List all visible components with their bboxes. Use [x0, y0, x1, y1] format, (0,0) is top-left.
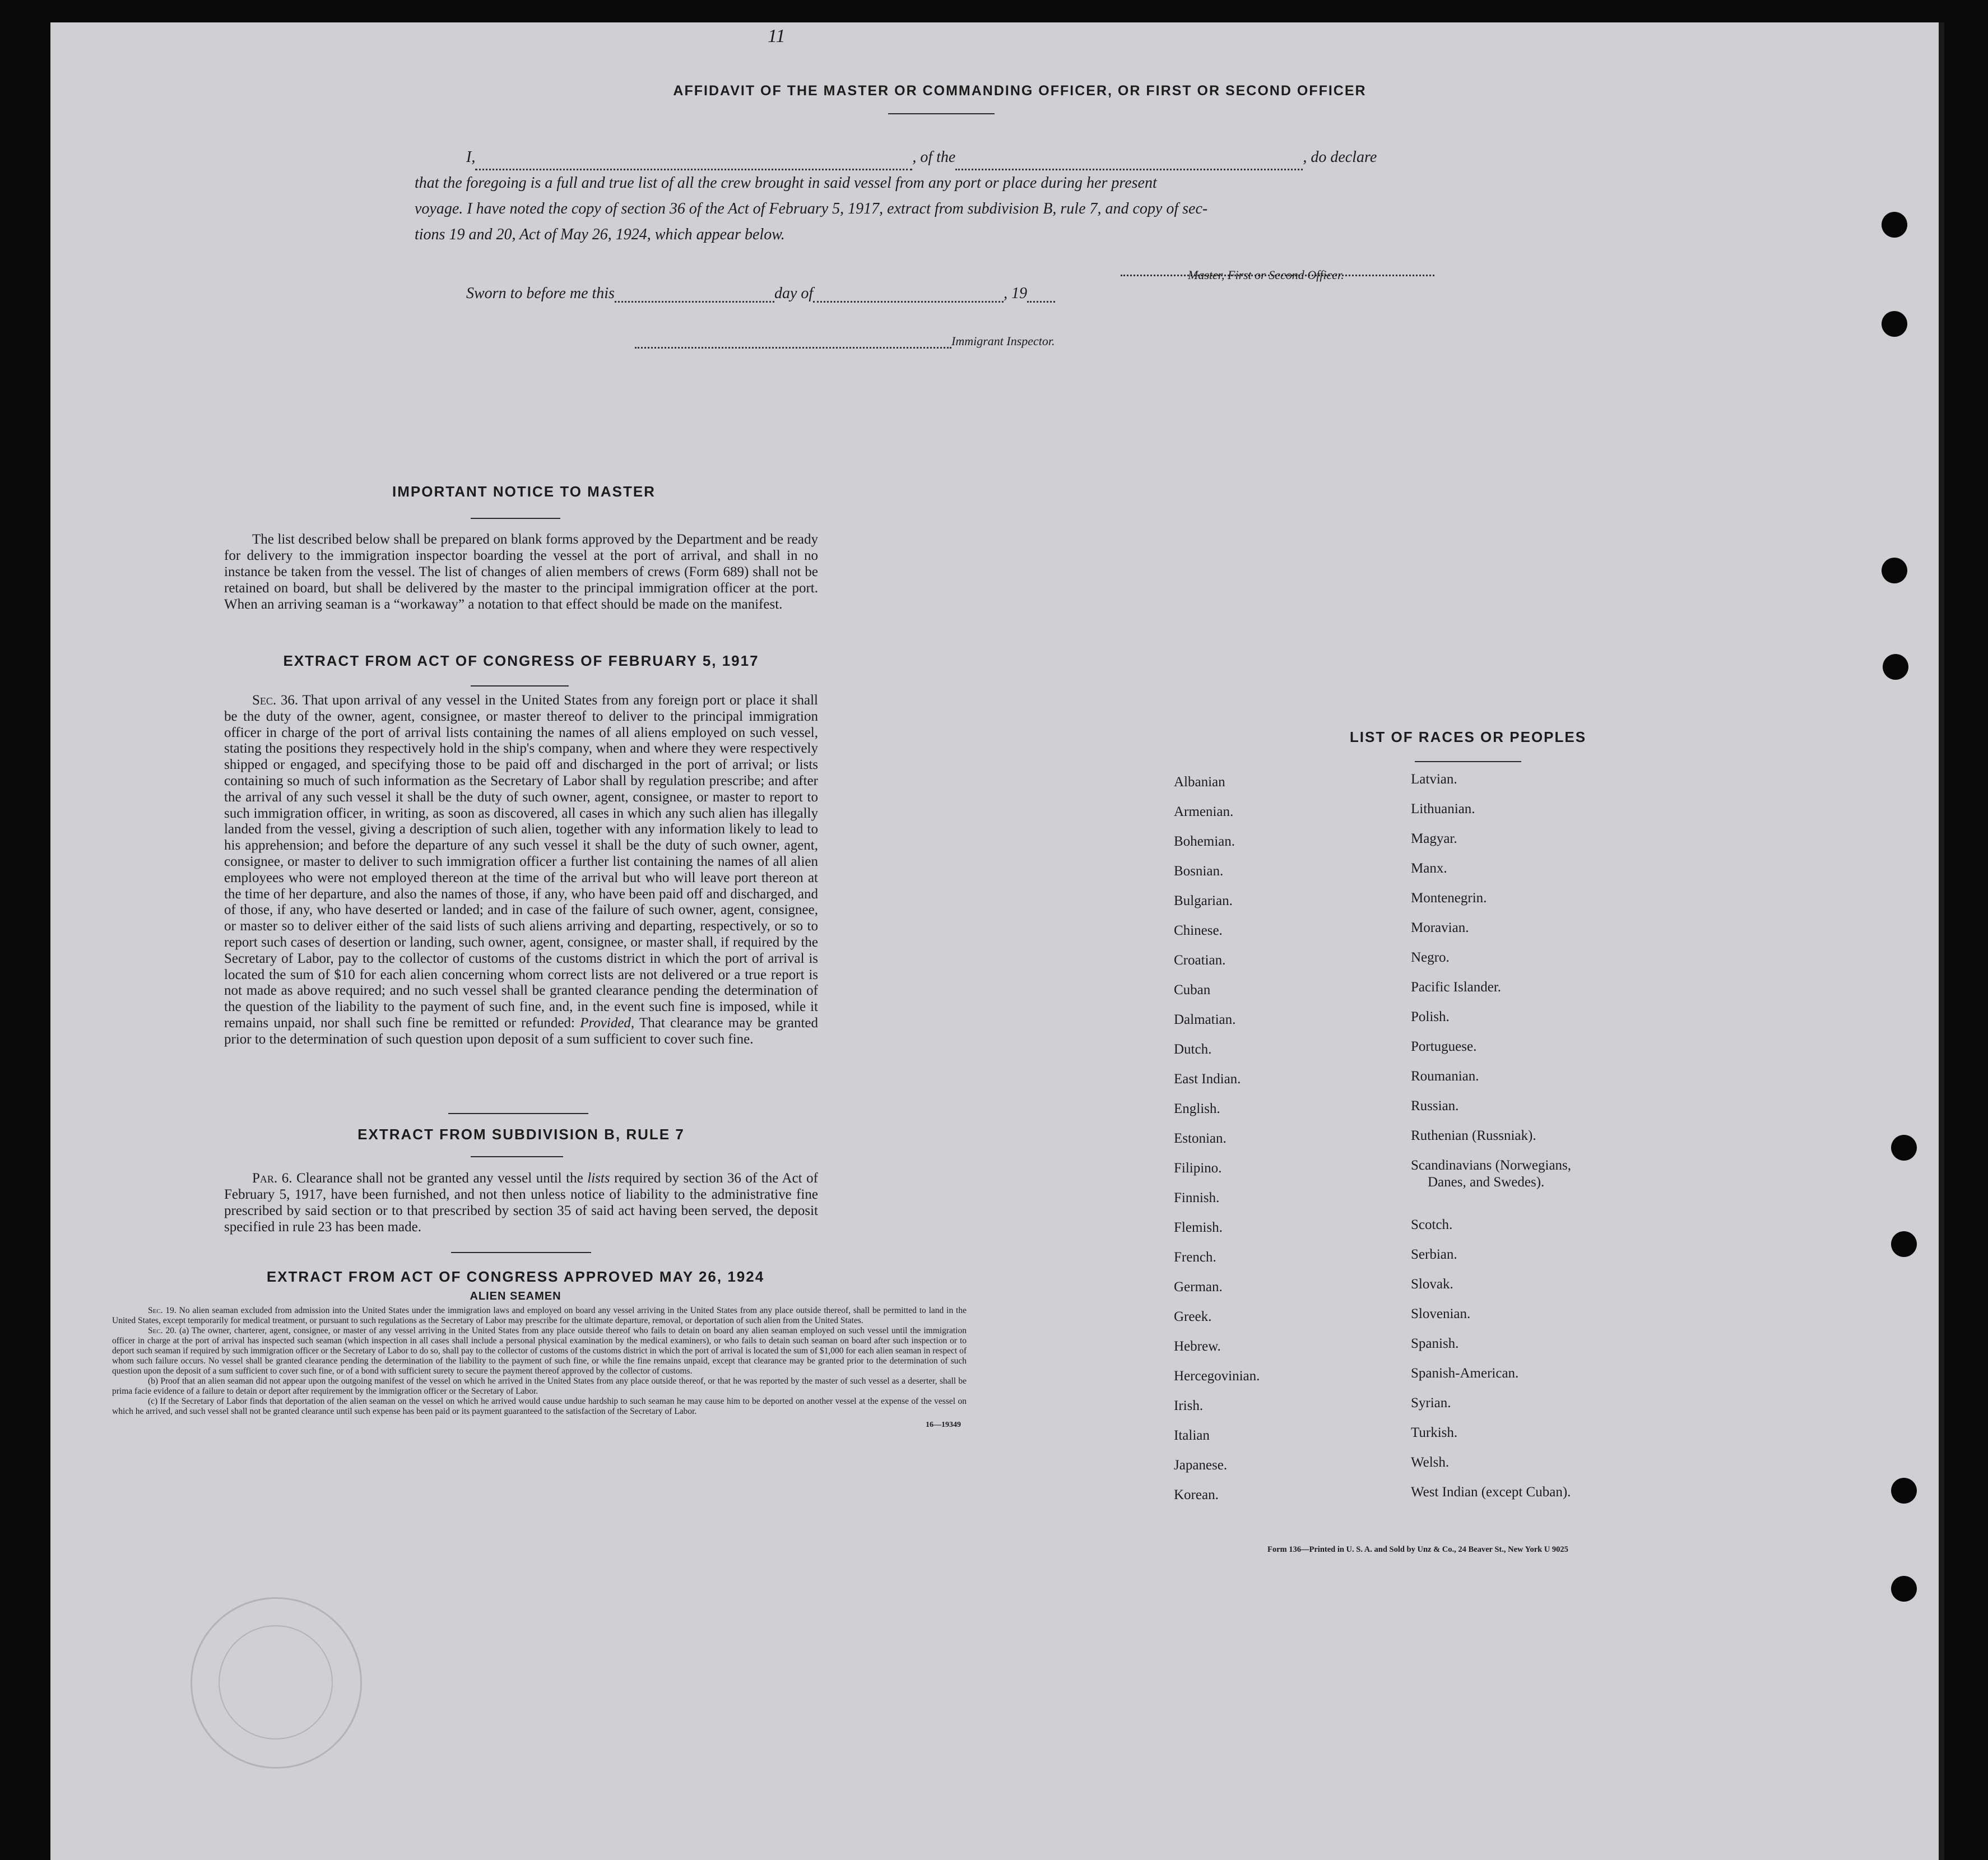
affidavit-title: AFFIDAVIT OF THE MASTER OR COMMANDING OFFICER, OR FIRST OR SECOND OFFICER — [673, 83, 1367, 99]
race-item: Scandinavians (Norwegians, — [1411, 1158, 1572, 1173]
master-label: Master, First or Second Officer. — [1188, 268, 1344, 282]
affidavit-line-2: that the foregoing is a full and true list of all the crew brought in said vessel from any port or place during her present — [415, 174, 1157, 192]
race-item: Armenian. — [1174, 804, 1234, 819]
race-item: Turkish. — [1411, 1425, 1458, 1440]
inspector-signature-blank[interactable] — [635, 336, 951, 349]
sworn-day-of: day of — [774, 285, 814, 302]
top-mark: 11 — [768, 26, 786, 47]
sworn-line — [466, 285, 1055, 303]
race-item: Hebrew. — [1174, 1339, 1221, 1354]
par-6-label: Par. 6. — [252, 1171, 292, 1186]
binder-hole — [1891, 1576, 1917, 1602]
sec-20c: (c) If the Secretary of Labor finds that deportation of the alien seaman on the vessel on which he arrived would cause undue hardship to such seaman he may cause him to be deported on another vessel at the expense of the vessel on which he arrived, and such vessel shall not be granted clearance until such expense has been paid or its payment guaranteed to the satisfaction of the Secretary of Labor. — [112, 1397, 967, 1416]
binder-hole — [1891, 1135, 1917, 1161]
sworn-year-blank[interactable] — [1027, 290, 1055, 303]
race-item: Filipino. — [1174, 1161, 1222, 1176]
notice-text: The list described below shall be prepared on blank forms approved by the Department and be ready for delivery to the immigration inspector boarding the vessel at the port of arrival, and shall in no instance be taken from the vessel. The list of changes of alien members of crews (Form 689) shall not be retained on board, but shall be delivered by the master to the principal immigration officer at the port. When an arriving seaman is a “workaway” a notation to that effect should be made on the manifest. — [224, 532, 818, 612]
race-item: Pacific Islander. — [1411, 980, 1502, 995]
sec-20-label: Sec. 20. — [148, 1326, 176, 1335]
race-item: Estonian. — [1174, 1131, 1227, 1146]
race-item: Ruthenian (Russniak). — [1411, 1128, 1536, 1143]
race-item: Moravian. — [1411, 920, 1469, 935]
sworn-month-blank[interactable] — [813, 290, 1004, 303]
extract-1917-rule — [471, 685, 569, 687]
binder-hole — [1883, 654, 1908, 680]
stamp-inner-ring — [219, 1625, 333, 1740]
extract-1924-body — [112, 1306, 967, 1430]
sworn-day-blank[interactable] — [615, 290, 774, 303]
affidavit-i: I, — [466, 149, 476, 166]
sec-36-text: That upon arrival of any vessel in the United States from any foreign port or place it shall be the duty of the owner, agent, consignee, or master thereof to deliver to the principal immigration officer in charge of the port of arrival lists containing the names of all aliens employed on such vessel, stating the positions they respectively hold in the ship's company, when and where they were respectively shipped or engaged, and specifying those to be paid off and discharged in the port of arrival; or lists containing so much of such information as the Secretary of Labor shall by regulation prescribe; and after the arrival of any such vessel it shall be the duty of such owner, agent, consignee, or master to report to such immigration officer, in writing, as soon as discovered, all cases in which any such alien has illegally landed from the vessel, giving a description of such alien, together with any information likely to lead to his apprehension; and before the departure of any such vessel it shall be the duty of such owner, agent, consignee, or master to deliver to such immigration officer a further list containing the names of all alien employees who were not employed thereon at the time of the arrival but who will leave port thereon at the time of her departure, and also the names of those, if any, who have been paid off and discharged, and of those, if any, who have deserted or landed; and in case of the failure of such owner, agent, consignee, or master so to deliver either of the said lists of such aliens arriving and departing, respectively, or so to report such cases of desertion or landing, such owner, agent, consignee, or master shall, if required by the Secretary of Labor, pay to the collector of customs of the customs district in which the port of arrival is located the sum of $10 for each alien concerning whom correct lists are not delivered or a true report is not made as above required; and no such vessel shall be granted clearance pending the determination of the question of the liability to the payment of such fine, and, in the event such fine is imposed, while it remains unpaid, nor shall such fine be remitted or refunded: — [224, 693, 818, 1031]
race-item: Spanish-American. — [1411, 1366, 1519, 1381]
race-item: English. — [1174, 1101, 1220, 1116]
binder-hole — [1882, 212, 1907, 238]
race-item: Montenegrin. — [1411, 890, 1487, 906]
lists-text: lists — [587, 1171, 610, 1186]
extract-1917-title: EXTRACT FROM ACT OF CONGRESS OF FEBRUARY 5, 1917 — [283, 652, 759, 669]
notice-rule — [471, 518, 560, 519]
sworn-text: Sworn to before me this — [466, 285, 615, 302]
print-code: 16—19349 — [926, 1421, 961, 1429]
race-item: Welsh. — [1411, 1455, 1450, 1470]
race-item: Dutch. — [1174, 1042, 1212, 1057]
race-item: Finnish. — [1174, 1190, 1220, 1205]
race-item: Hercegovinian. — [1174, 1369, 1260, 1384]
race-item: Korean. — [1174, 1487, 1219, 1502]
affidavit-of-the: , of the — [912, 149, 956, 166]
affidavit-line-1 — [415, 145, 1518, 170]
race-item: Cuban — [1174, 982, 1211, 998]
affidavit-body — [415, 145, 1518, 248]
race-item: Spanish. — [1411, 1336, 1459, 1351]
race-item: West Indian (except Cuban). — [1411, 1485, 1571, 1500]
race-item: Latvian. — [1411, 772, 1457, 787]
sec-36-text-end: That clearance may be granted prior to the determination of such question upon deposit of a sum sufficient to cover such fine. — [224, 1015, 818, 1047]
race-item: Negro. — [1411, 950, 1450, 965]
document-sheet — [50, 22, 1944, 1860]
inspector-line — [635, 334, 1055, 349]
race-item: Polish. — [1411, 1009, 1450, 1024]
race-item: Slovenian. — [1411, 1306, 1471, 1321]
extract-1917-text — [224, 693, 818, 1048]
rule7-text-b: required by section 36 of the Act of February 5, 1917, have been furnished, and not then unless notice of liability to the administrative fine prescribed by said section or to that prescribed by section 35 of said act having been served, the deposit specified in rule 23 has been made. — [224, 1171, 819, 1235]
race-item: Bosnian. — [1174, 864, 1224, 879]
race-item: Syrian. — [1411, 1395, 1451, 1411]
race-item: Magyar. — [1411, 831, 1457, 846]
race-item: Bulgarian. — [1174, 893, 1233, 908]
race-item: Lithuanian. — [1411, 801, 1475, 817]
extract-rule7-text — [224, 1170, 818, 1235]
sec-19 — [112, 1306, 967, 1326]
inspector-label: Immigrant Inspector. — [951, 334, 1055, 348]
race-item: Flemish. — [1174, 1220, 1223, 1235]
rule7-top-rule — [448, 1113, 588, 1114]
race-item: Russian. — [1411, 1098, 1459, 1114]
binder-hole — [1882, 558, 1907, 583]
affidavit-line-4: tions 19 and 20, Act of May 26, 1924, which appear below. — [415, 226, 785, 243]
race-item: Danes, and Swedes). — [1428, 1175, 1545, 1190]
race-item: Serbian. — [1411, 1247, 1457, 1262]
race-item: Italian — [1174, 1428, 1210, 1443]
vessel-blank[interactable] — [955, 157, 1303, 170]
race-item: Chinese. — [1174, 923, 1223, 938]
race-item: East Indian. — [1174, 1072, 1241, 1087]
affidavit-declare: , do declare — [1303, 149, 1377, 166]
race-item: Albanian — [1174, 774, 1225, 790]
affidavit-line-3: voyage. I have noted the copy of section 36 of the Act of February 5, 1917, extract from subdivision B, rule 7, and copy of sec- — [415, 200, 1208, 217]
extract-1924-title: EXTRACT FROM ACT OF CONGRESS APPROVED MAY 26, 1924 — [266, 1268, 765, 1285]
extract-rule7-title: EXTRACT FROM SUBDIVISION B, RULE 7 — [357, 1126, 685, 1143]
right-edge — [1939, 22, 1944, 1860]
race-item: Scotch. — [1411, 1217, 1453, 1232]
sec-20a — [112, 1326, 967, 1376]
race-item: German. — [1174, 1279, 1223, 1295]
sec-19-text: No alien seaman excluded from admission into the United States under the immigration laws and employed on board any vessel arriving in the United States from any place outside thereof, shall be permitted to land in the United States, except temporarily for medical treatment, or pursuant to such regulations as the Secretary of Labor may prescribe for the ultimate departure, removal, or deportation of such alien from the United States. — [112, 1306, 967, 1325]
alien-seamen-subtitle: ALIEN SEAMEN — [470, 1290, 561, 1302]
race-item: Japanese. — [1174, 1458, 1228, 1473]
race-item: French. — [1174, 1250, 1216, 1265]
rule7-text-a: Clearance shall not be granted any vessel until the — [296, 1171, 583, 1186]
race-item: Greek. — [1174, 1309, 1212, 1324]
race-item: Bohemian. — [1174, 834, 1235, 849]
sworn-year: , 19 — [1004, 285, 1028, 302]
race-item: Irish. — [1174, 1398, 1204, 1413]
notice-title: IMPORTANT NOTICE TO MASTER — [392, 483, 656, 500]
race-item: Manx. — [1411, 861, 1447, 876]
races-rule — [1415, 761, 1521, 762]
race-item: Croatian. — [1174, 953, 1226, 968]
race-item: Roumanian. — [1411, 1069, 1479, 1084]
race-item: Portuguese. — [1411, 1039, 1477, 1054]
affidavit-rule — [888, 113, 995, 114]
race-item: Dalmatian. — [1174, 1012, 1236, 1027]
races-list — [1174, 774, 1734, 1548]
sec-36-label: Sec. 36. — [252, 693, 299, 708]
sec-19-label: Sec. 19. — [148, 1306, 176, 1315]
name-blank[interactable] — [475, 157, 912, 170]
sec-20b: (b) Proof that an alien seaman did not appear upon the outgoing manifest of the vessel on which he arrived in the United States from any place outside thereof, or that he was reported by the master of such vessel as a deserter, shall be prima facie evidence of a failure to detain or deport after requirement by the immigration officer or the Secretary of Labor. — [112, 1376, 967, 1396]
binder-hole — [1882, 311, 1907, 337]
provided-text: Provided, — [580, 1015, 635, 1031]
race-item: Slovak. — [1411, 1277, 1453, 1292]
extract-rule7-rule — [471, 1156, 563, 1157]
races-title: LIST OF RACES OR PEOPLES — [1349, 729, 1587, 745]
binder-hole — [1891, 1478, 1917, 1504]
binder-hole — [1891, 1231, 1917, 1257]
1924-top-rule — [451, 1252, 591, 1253]
form-footer: Form 136—Printed in U. S. A. and Sold by Unz & Co., 24 Beaver St., New York U 9025 — [1267, 1545, 1568, 1554]
sec-20a-text: (a) The owner, charterer, agent, consignee, or master of any vessel arriving in the United States from any place outside thereof who fails to detain on board any alien seaman employed on such vessel until the immigration officer in charge at the port of arrival has inspected such seaman (which inspection in all cases shall include a personal physical examination by the medical examiners), or who fails to detain such seaman on board after such inspection or to deport such seaman if required by such immigration officer or the Secretary of Labor to do so, shall pay to the collector of customs of the customs district in which the port of arrival is located the sum of $1,000 for each alien seaman in respect of whom such failure occurs. No vessel shall be granted clearance pending the determination of the liability to the payment of such fine, or while the fine remains unpaid, except that clearance may be granted prior to the determination of such question upon the deposit of a sum sufficient to cover such fine, or of a bond with sufficient surety to secure the payment thereof approved by the collector of customs. — [112, 1326, 967, 1376]
